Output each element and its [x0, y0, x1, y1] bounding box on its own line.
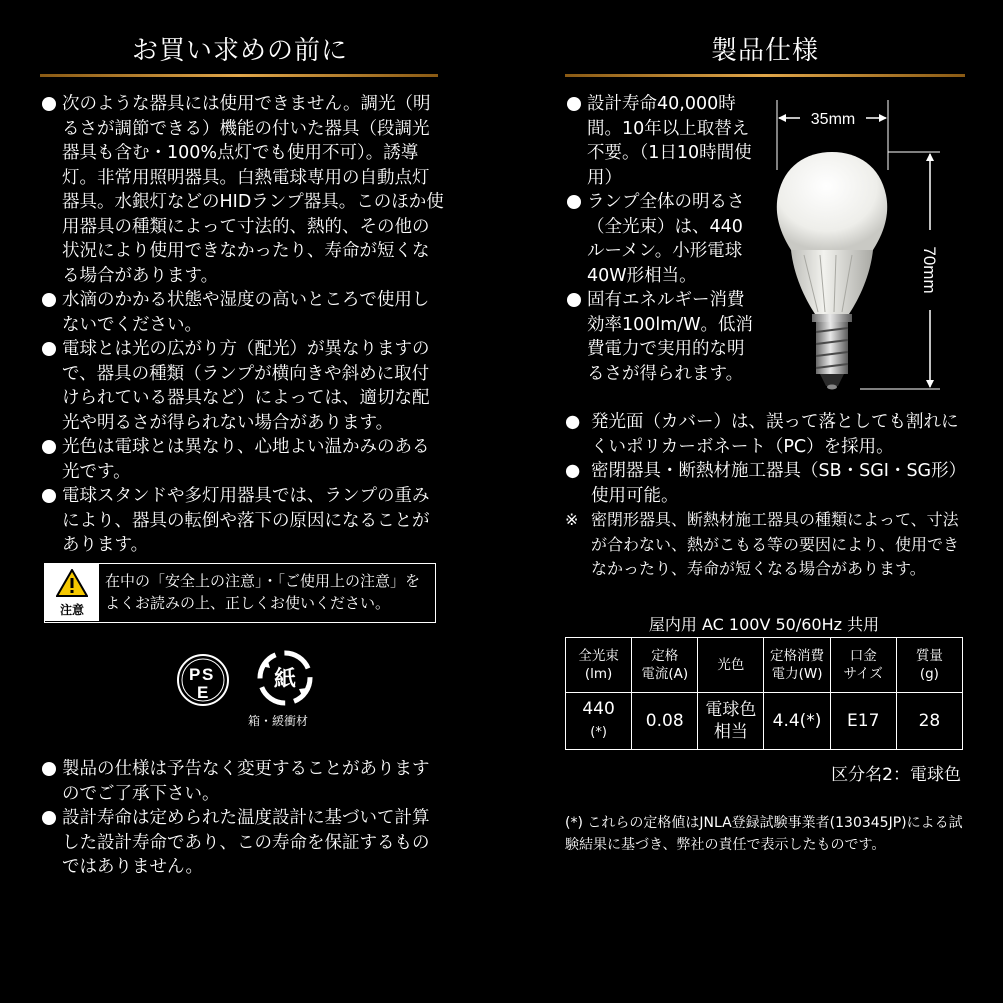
left-heading-rule — [40, 74, 438, 77]
list-item-text: 発光面（カバー）は、誤って落としても割れにくいポリカーボネート（PC）を採用。 — [591, 412, 959, 457]
rating-footnote: (*) これらの定格値はJNLA登録試験事業者(130345JP)による試験結果に基づき、弊社の責任で表示したものです。 — [565, 815, 963, 853]
warning-triangle-icon — [56, 569, 88, 597]
list-item — [565, 508, 965, 582]
table-cell: 440 (*) — [566, 693, 632, 750]
table-row — [566, 693, 963, 750]
caution-notice-box — [44, 563, 436, 623]
table-header-cell: 光色 — [698, 638, 764, 693]
table-header-cell: 定格 電流(A) — [632, 638, 698, 693]
svg-text:E: E — [197, 683, 209, 702]
bulb-icon — [777, 152, 887, 390]
voltage-rating: 屋内用 AC 100V 50/60Hz 共用 — [648, 615, 880, 634]
list-marker: ※ — [565, 510, 579, 529]
table-cell: 4.4(*) — [764, 693, 830, 750]
list-item — [565, 410, 965, 459]
svg-text:P: P — [189, 665, 201, 684]
table-cell: 電球色 相当 — [698, 693, 764, 750]
list-item: 電球とは光の広がり方（配光）が異なりますので、器具の種類（ランプが横向きや斜めに取付けられている器具など）によっては、適切な配光や明るさが得られない場合があります。 — [40, 337, 444, 435]
spec-list-narrow — [565, 92, 753, 386]
table-header-cell: 定格消費 電力(W) — [764, 638, 830, 693]
bulb-dimension-diagram — [760, 100, 955, 400]
list-item: ランプ全体の明るさ（全光束）は、440ルーメン。小形電球40W形相当。 — [565, 190, 753, 288]
list-item: 設計寿命は定められた温度設計に基づいて計算した設計寿命であり、この寿命を保証するものではありません。 — [40, 806, 444, 880]
table-cell: 28 — [896, 693, 962, 750]
paper-recycle-mark-icon — [260, 653, 310, 703]
list-item: 固有エネルギー消費効率100lm/W。低消費電力で実用的な明るさが得られます。 — [565, 288, 753, 386]
spec-table — [565, 637, 963, 750]
before-purchase-heading: お買い求めの前に — [131, 36, 348, 66]
list-item: 水滴のかかる状態や湿度の高いところで使用しないでください。 — [40, 288, 444, 337]
caution-notice-text: 在中の「安全上の注意」・「ご使用上の注意」をよくお読みの上、正しくお使いください。 — [105, 572, 421, 612]
table-header-row — [566, 638, 963, 693]
list-item: 電球スタンドや多灯用器具では、ランプの重みにより、器具の転倒や落下の原因になることがあります。 — [40, 484, 444, 558]
pse-mark-icon — [178, 655, 228, 705]
classification-name: 区分名2：電球色 — [831, 765, 961, 785]
list-item: 設計寿命40,000時間。10年以上取替え不要。（1日10時間使用） — [565, 92, 753, 190]
table-cell: E17 — [830, 693, 896, 750]
svg-text:紙: 紙 — [274, 667, 297, 692]
svg-text:70mm: 70mm — [920, 246, 939, 294]
list-item-text: 密閉形器具、断熱材施工器具の種類によって、寸法が合わない、熱がこもる等の要因により、使用できなかったり、寿命が短くなる場合があります。 — [591, 510, 960, 578]
table-header-cell: 全光束 (lm) — [566, 638, 632, 693]
caution-label: 注意 — [59, 603, 84, 617]
list-item: 次のような器具には使用できません。調光（明るさが調節できる）機能の付いた器具（段調光器具も含む・100%点灯でも使用不可）。誘導灯。非常用照明器具。白熱電球専用の自動点灯器具。水銀灯などのHIDランプ器具。このほか使用器具の種類によって寸法的、熱的、その他の状況により使用できなかったり、寿命が短くなる場合があります。 — [40, 92, 444, 288]
list-item: 光色は電球とは異なり、心地よい温かみのある光です。 — [40, 435, 444, 484]
caution-badge — [45, 564, 99, 621]
packaging-mark-caption: 箱・緩衝材 — [248, 714, 309, 728]
right-heading-rule — [565, 74, 965, 77]
list-marker: ● — [565, 412, 581, 432]
list-item-text: 密閉器具・断熱材施工器具（SB・SGI・SG形）使用可能。 — [591, 461, 958, 506]
list-item: 製品の仕様は予告なく変更することがありますのでご了承下さい。 — [40, 757, 444, 806]
table-header-cell: 口金 サイズ — [830, 638, 896, 693]
spec-change-list — [40, 757, 444, 880]
caution-list — [40, 92, 444, 558]
spec-list-wide — [565, 410, 965, 582]
product-spec-heading: 製品仕様 — [710, 36, 819, 66]
list-marker: ● — [565, 461, 581, 481]
table-header-cell: 質量 (g) — [896, 638, 962, 693]
svg-text:S: S — [202, 665, 214, 684]
svg-text:35mm: 35mm — [810, 111, 856, 128]
list-item — [565, 459, 965, 508]
table-cell: 0.08 — [632, 693, 698, 750]
